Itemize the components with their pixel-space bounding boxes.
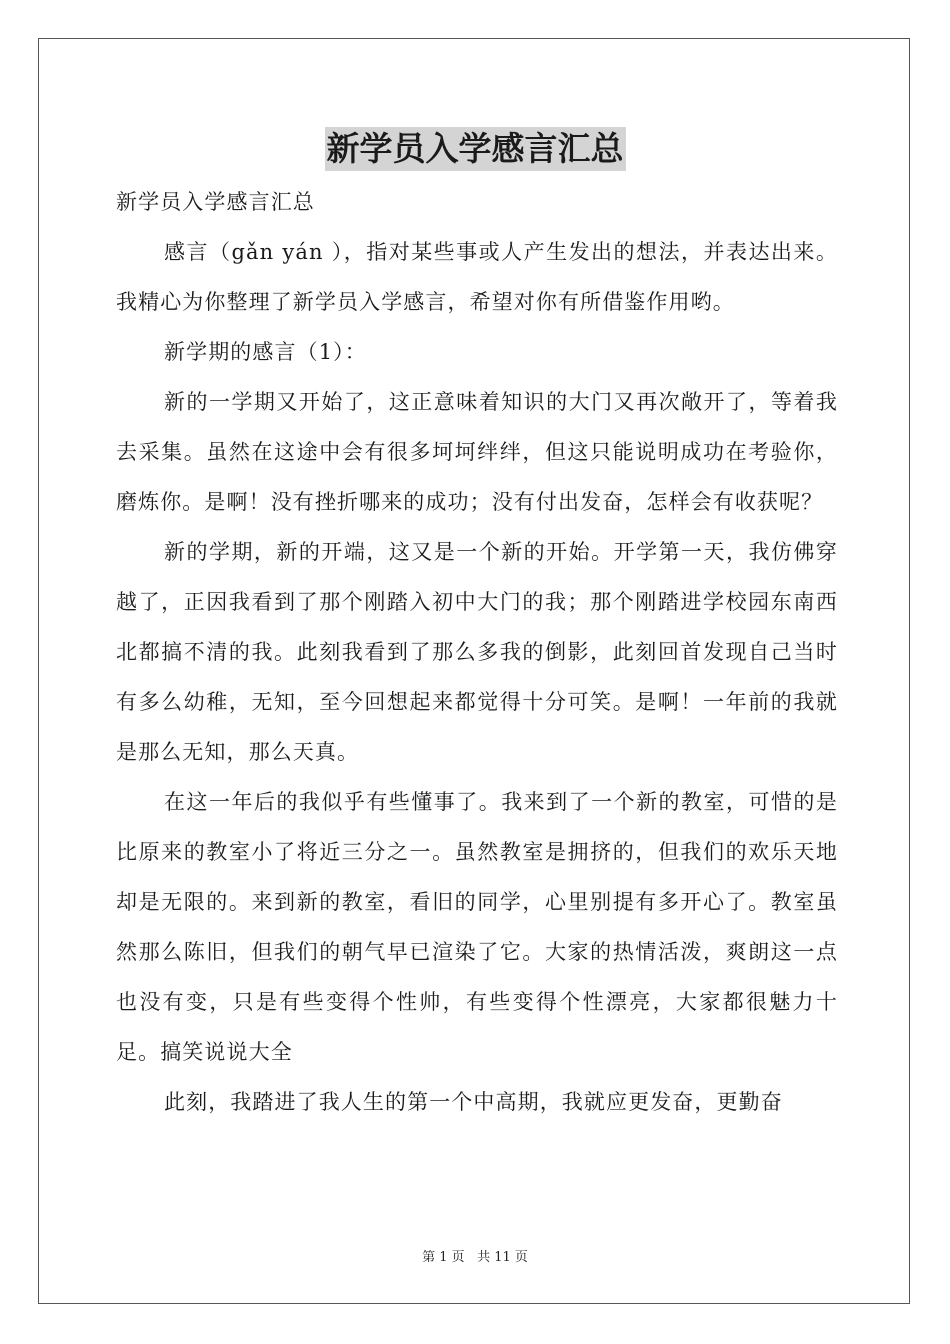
page-number: 第 1 页 xyxy=(422,1250,465,1265)
paragraph: 新的一学期又开始了，这正意味着知识的大门又再次敞开了，等着我去采集。虽然在这途中会有很多坷坷绊绊，但这只能说明成功在考验你，磨炼你。是啊！没有挫折哪来的成功；没有付出发奋，怎样会有收获呢？ xyxy=(116,390,838,514)
paragraph: 新学员入学感言汇总 xyxy=(116,190,315,214)
paragraph: 新学期的感言（1）： xyxy=(164,340,367,364)
document-body xyxy=(116,177,838,1127)
paragraph: 新的学期，新的开端，这又是一个新的开始。开学第一天，我仿佛穿越了，正因我看到了那个刚踏入初中大门的我；那个刚踏进学校园东南西北都搞不清的我。此刻我看到了那么多我的倒影，此刻回首发现自己当时有多么幼稚，无知，至今回想起来都觉得十分可笑。是啊！一年前的我就是那么无知，那么天真。 xyxy=(116,540,838,764)
document-title-container xyxy=(0,127,950,171)
page-footer xyxy=(0,1246,950,1265)
page-total: 共 11 页 xyxy=(477,1250,528,1265)
paragraph: 在这一年后的我似乎有些懂事了。我来到了一个新的教室，可惜的是比原来的教室小了将近三分之一。虽然教室是拥挤的，但我们的欢乐天地却是无限的。来到新的教室，看旧的同学，心里别提有多开心了。教室虽然那么陈旧，但我们的朝气早已渲染了它。大家的热情活泼，爽朗这一点也没有变，只是有些变得个性帅，有些变得个性漂亮，大家都很魅力十足。搞笑说说大全 xyxy=(116,790,838,1064)
paragraph: 此刻，我踏进了我人生的第一个中高期，我就应更发奋，更勤奋 xyxy=(164,1090,783,1114)
document-title: 新学员入学感言汇总 xyxy=(325,127,626,171)
paragraph: 感言（gǎn yán ），指对某些事或人产生发出的想法，并表达出来。我精心为你整理了新学员入学感言，希望对你有所借鉴作用哟。 xyxy=(116,240,838,314)
